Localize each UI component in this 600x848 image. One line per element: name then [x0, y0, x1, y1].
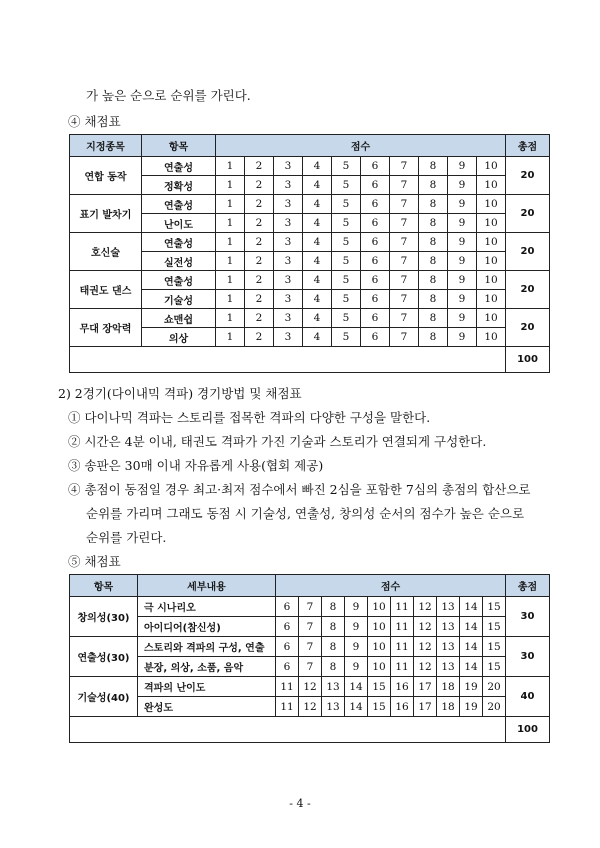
score-cell: 20	[483, 697, 506, 717]
score-cell: 8	[419, 309, 448, 328]
score-cell: 8	[419, 176, 448, 195]
rule-1: ① 다이나믹 격파는 스토리를 접목한 격파의 다양한 구성을 말한다.	[68, 410, 431, 425]
score-sheet-heading-2: ⑤ 채점표	[68, 554, 121, 569]
score-cell: 10	[477, 309, 506, 328]
score-cell: 3	[274, 195, 303, 214]
score-cell: 8	[419, 157, 448, 176]
score-cell: 9	[345, 597, 368, 617]
score-cell: 6	[361, 290, 390, 309]
score-cell: 1	[216, 309, 245, 328]
score-cell: 6	[361, 195, 390, 214]
total-cell: 20	[506, 309, 550, 347]
detail-cell: 스토리와 격파의 구성, 연출	[138, 637, 276, 657]
item-cell: 쇼맨쉽	[142, 309, 216, 328]
score-cell: 8	[419, 195, 448, 214]
score-cell: 7	[390, 176, 419, 195]
score-cell: 12	[299, 697, 322, 717]
page-number: - 4 -	[289, 797, 311, 810]
score-cell: 3	[274, 252, 303, 271]
score-cell: 9	[345, 637, 368, 657]
score-cell: 2	[245, 233, 274, 252]
score-cell: 14	[460, 617, 483, 637]
score-cell: 11	[391, 617, 414, 637]
score-cell: 5	[332, 309, 361, 328]
score-cell: 8	[419, 252, 448, 271]
score-cell: 7	[390, 233, 419, 252]
score-cell: 2	[245, 195, 274, 214]
score-cell: 7	[390, 328, 419, 347]
score-cell: 7	[299, 657, 322, 677]
score-cell: 2	[245, 214, 274, 233]
score-cell: 13	[437, 637, 460, 657]
score-cell: 15	[483, 617, 506, 637]
score-cell: 6	[361, 309, 390, 328]
score-cell: 12	[414, 597, 437, 617]
score-cell: 10	[477, 214, 506, 233]
score-cell: 9	[448, 233, 477, 252]
score-cell: 5	[332, 328, 361, 347]
score-cell: 1	[216, 157, 245, 176]
detail-cell: 아이디어(참신성)	[138, 617, 276, 637]
blank-cell	[70, 717, 506, 743]
score-cell: 14	[460, 597, 483, 617]
score-cell: 1	[216, 233, 245, 252]
score-cell: 10	[477, 176, 506, 195]
detail-cell: 완성도	[138, 697, 276, 717]
score-cell: 9	[345, 617, 368, 637]
score-cell: 10	[368, 597, 391, 617]
category-cell: 연합 동작	[70, 157, 142, 195]
item-cell: 연출성	[142, 233, 216, 252]
score-cell: 12	[414, 617, 437, 637]
total-cell: 20	[506, 271, 550, 309]
score-cell: 11	[276, 677, 299, 697]
score-cell: 16	[391, 697, 414, 717]
score-cell: 10	[477, 290, 506, 309]
score-cell: 18	[437, 697, 460, 717]
score-cell: 8	[419, 271, 448, 290]
score-cell: 3	[274, 157, 303, 176]
score-table-1	[69, 134, 550, 373]
category-cell: 호신술	[70, 233, 142, 271]
score-cell: 10	[477, 233, 506, 252]
score-cell: 9	[448, 214, 477, 233]
item-cell: 연출성	[142, 271, 216, 290]
rule-2: ② 시간은 4분 이내, 태권도 격파가 가진 기술과 스토리가 연결되게 구성한다.	[68, 434, 487, 449]
score-cell: 3	[274, 176, 303, 195]
score-cell: 5	[332, 157, 361, 176]
score-cell: 6	[361, 176, 390, 195]
score-cell: 4	[303, 271, 332, 290]
score-cell: 8	[419, 214, 448, 233]
item-cell: 기술성	[142, 290, 216, 309]
score-cell: 13	[322, 677, 345, 697]
category-cell: 표기 발차기	[70, 195, 142, 233]
score-cell: 7	[299, 637, 322, 657]
score-cell: 4	[303, 214, 332, 233]
total-cell: 20	[506, 157, 550, 195]
score-cell: 10	[477, 328, 506, 347]
category-cell: 기술성(40)	[70, 677, 138, 717]
score-cell: 5	[332, 271, 361, 290]
score-cell: 3	[274, 328, 303, 347]
score-cell: 2	[245, 252, 274, 271]
score-cell: 2	[245, 328, 274, 347]
score-cell: 6	[361, 328, 390, 347]
score-cell: 12	[414, 637, 437, 657]
header-score: 점수	[276, 575, 506, 597]
score-cell: 14	[345, 697, 368, 717]
item-cell: 난이도	[142, 214, 216, 233]
score-cell: 6	[276, 597, 299, 617]
detail-cell: 분장, 의상, 소품, 음악	[138, 657, 276, 677]
score-cell: 6	[361, 252, 390, 271]
score-cell: 5	[332, 195, 361, 214]
score-cell: 8	[322, 617, 345, 637]
score-cell: 7	[390, 271, 419, 290]
score-cell: 12	[299, 677, 322, 697]
score-cell: 7	[390, 157, 419, 176]
score-cell: 1	[216, 271, 245, 290]
score-cell: 9	[448, 309, 477, 328]
score-cell: 2	[245, 176, 274, 195]
score-cell: 8	[419, 290, 448, 309]
total-cell: 30	[506, 597, 550, 637]
score-cell: 5	[332, 290, 361, 309]
item-cell: 연출성	[142, 157, 216, 176]
total-cell: 30	[506, 637, 550, 677]
score-cell: 14	[460, 637, 483, 657]
score-cell: 10	[477, 195, 506, 214]
score-cell: 3	[274, 233, 303, 252]
score-cell: 5	[332, 176, 361, 195]
score-cell: 4	[303, 309, 332, 328]
item-cell: 의상	[142, 328, 216, 347]
score-cell: 14	[460, 657, 483, 677]
grand-total-cell: 100	[506, 717, 550, 743]
header-event: 지정종목	[70, 135, 142, 157]
score-cell: 7	[390, 252, 419, 271]
score-cell: 11	[391, 637, 414, 657]
score-cell: 4	[303, 290, 332, 309]
detail-cell: 격파의 난이도	[138, 677, 276, 697]
score-cell: 3	[274, 214, 303, 233]
score-cell: 9	[448, 328, 477, 347]
rule-4-cont-2: 순위를 가린다.	[86, 530, 167, 545]
total-cell: 20	[506, 195, 550, 233]
score-sheet-heading-1: ④ 채점표	[68, 114, 121, 129]
header-detail: 세부내용	[138, 575, 276, 597]
total-cell: 20	[506, 233, 550, 271]
score-cell: 15	[368, 677, 391, 697]
score-cell: 9	[448, 195, 477, 214]
item-cell: 연출성	[142, 195, 216, 214]
score-cell: 11	[276, 697, 299, 717]
score-cell: 1	[216, 252, 245, 271]
score-cell: 12	[414, 657, 437, 677]
item-cell: 정확성	[142, 176, 216, 195]
score-cell: 11	[391, 597, 414, 617]
category-cell: 무대 장악력	[70, 309, 142, 347]
score-cell: 9	[448, 290, 477, 309]
header-total: 총점	[506, 575, 550, 597]
item-cell: 실전성	[142, 252, 216, 271]
score-cell: 7	[299, 597, 322, 617]
blank-cell	[70, 347, 506, 373]
score-cell: 18	[437, 677, 460, 697]
score-cell: 2	[245, 157, 274, 176]
score-cell: 15	[368, 697, 391, 717]
score-cell: 10	[477, 271, 506, 290]
score-cell: 6	[361, 214, 390, 233]
score-cell: 17	[414, 697, 437, 717]
score-cell: 20	[483, 677, 506, 697]
score-cell: 16	[391, 677, 414, 697]
score-cell: 10	[477, 252, 506, 271]
score-cell: 15	[483, 597, 506, 617]
header-total: 총점	[506, 135, 550, 157]
score-cell: 9	[448, 176, 477, 195]
total-cell: 40	[506, 677, 550, 717]
score-cell: 10	[368, 617, 391, 637]
score-cell: 9	[448, 252, 477, 271]
category-cell: 연출성(30)	[70, 637, 138, 677]
rule-4-cont-1: 순위를 가리며 그래도 동점 시 기술성, 연출성, 창의성 순서의 점수가 높은 순으로	[86, 506, 525, 521]
score-cell: 11	[391, 657, 414, 677]
score-cell: 8	[322, 657, 345, 677]
score-cell: 13	[437, 657, 460, 677]
score-cell: 9	[345, 657, 368, 677]
score-cell: 5	[332, 214, 361, 233]
header-score: 점수	[216, 135, 506, 157]
score-cell: 15	[483, 657, 506, 677]
score-cell: 3	[274, 309, 303, 328]
score-table-2	[69, 574, 550, 743]
detail-cell: 극 시나리오	[138, 597, 276, 617]
score-cell: 7	[390, 309, 419, 328]
score-cell: 7	[299, 617, 322, 637]
score-cell: 7	[390, 214, 419, 233]
score-cell: 13	[437, 597, 460, 617]
score-cell: 9	[448, 271, 477, 290]
score-cell: 1	[216, 195, 245, 214]
score-cell: 2	[245, 271, 274, 290]
score-cell: 6	[276, 617, 299, 637]
score-cell: 2	[245, 290, 274, 309]
score-cell: 10	[368, 657, 391, 677]
score-cell: 3	[274, 290, 303, 309]
score-cell: 1	[216, 328, 245, 347]
score-cell: 7	[390, 195, 419, 214]
score-cell: 4	[303, 233, 332, 252]
score-cell: 10	[368, 637, 391, 657]
score-cell: 7	[390, 290, 419, 309]
score-cell: 5	[332, 252, 361, 271]
score-cell: 6	[361, 271, 390, 290]
score-cell: 17	[414, 677, 437, 697]
category-cell: 태권도 댄스	[70, 271, 142, 309]
score-cell: 2	[245, 309, 274, 328]
score-cell: 8	[322, 597, 345, 617]
score-cell: 19	[460, 677, 483, 697]
score-cell: 4	[303, 328, 332, 347]
section-heading-2: 2) 2경기(다이내믹 격파) 경기방법 및 채점표	[58, 386, 302, 401]
score-cell: 8	[322, 637, 345, 657]
score-cell: 6	[361, 157, 390, 176]
category-cell: 창의성(30)	[70, 597, 138, 637]
score-cell: 15	[483, 637, 506, 657]
rule-4: ④ 총점이 동점일 경우 최고·최저 점수에서 빠진 2심을 포함한 7심의 총점의 합산으로	[68, 482, 531, 497]
score-cell: 10	[477, 157, 506, 176]
score-cell: 4	[303, 195, 332, 214]
score-cell: 19	[460, 697, 483, 717]
text-line-continuation: 가 높은 순으로 순위를 가린다.	[86, 88, 251, 103]
score-cell: 1	[216, 214, 245, 233]
score-cell: 4	[303, 176, 332, 195]
score-cell: 6	[361, 233, 390, 252]
score-cell: 8	[419, 328, 448, 347]
score-cell: 14	[345, 677, 368, 697]
header-category: 항목	[70, 575, 138, 597]
score-cell: 1	[216, 176, 245, 195]
rule-3: ③ 송판은 30매 이내 자유롭게 사용(협회 제공)	[68, 458, 324, 473]
score-cell: 9	[448, 157, 477, 176]
score-cell: 6	[276, 657, 299, 677]
score-cell: 8	[419, 233, 448, 252]
header-item: 항목	[142, 135, 216, 157]
score-cell: 1	[216, 290, 245, 309]
grand-total-cell: 100	[506, 347, 550, 373]
score-cell: 3	[274, 271, 303, 290]
score-cell: 4	[303, 252, 332, 271]
score-cell: 5	[332, 233, 361, 252]
score-cell: 4	[303, 157, 332, 176]
score-cell: 6	[276, 637, 299, 657]
score-cell: 13	[322, 697, 345, 717]
score-cell: 13	[437, 617, 460, 637]
